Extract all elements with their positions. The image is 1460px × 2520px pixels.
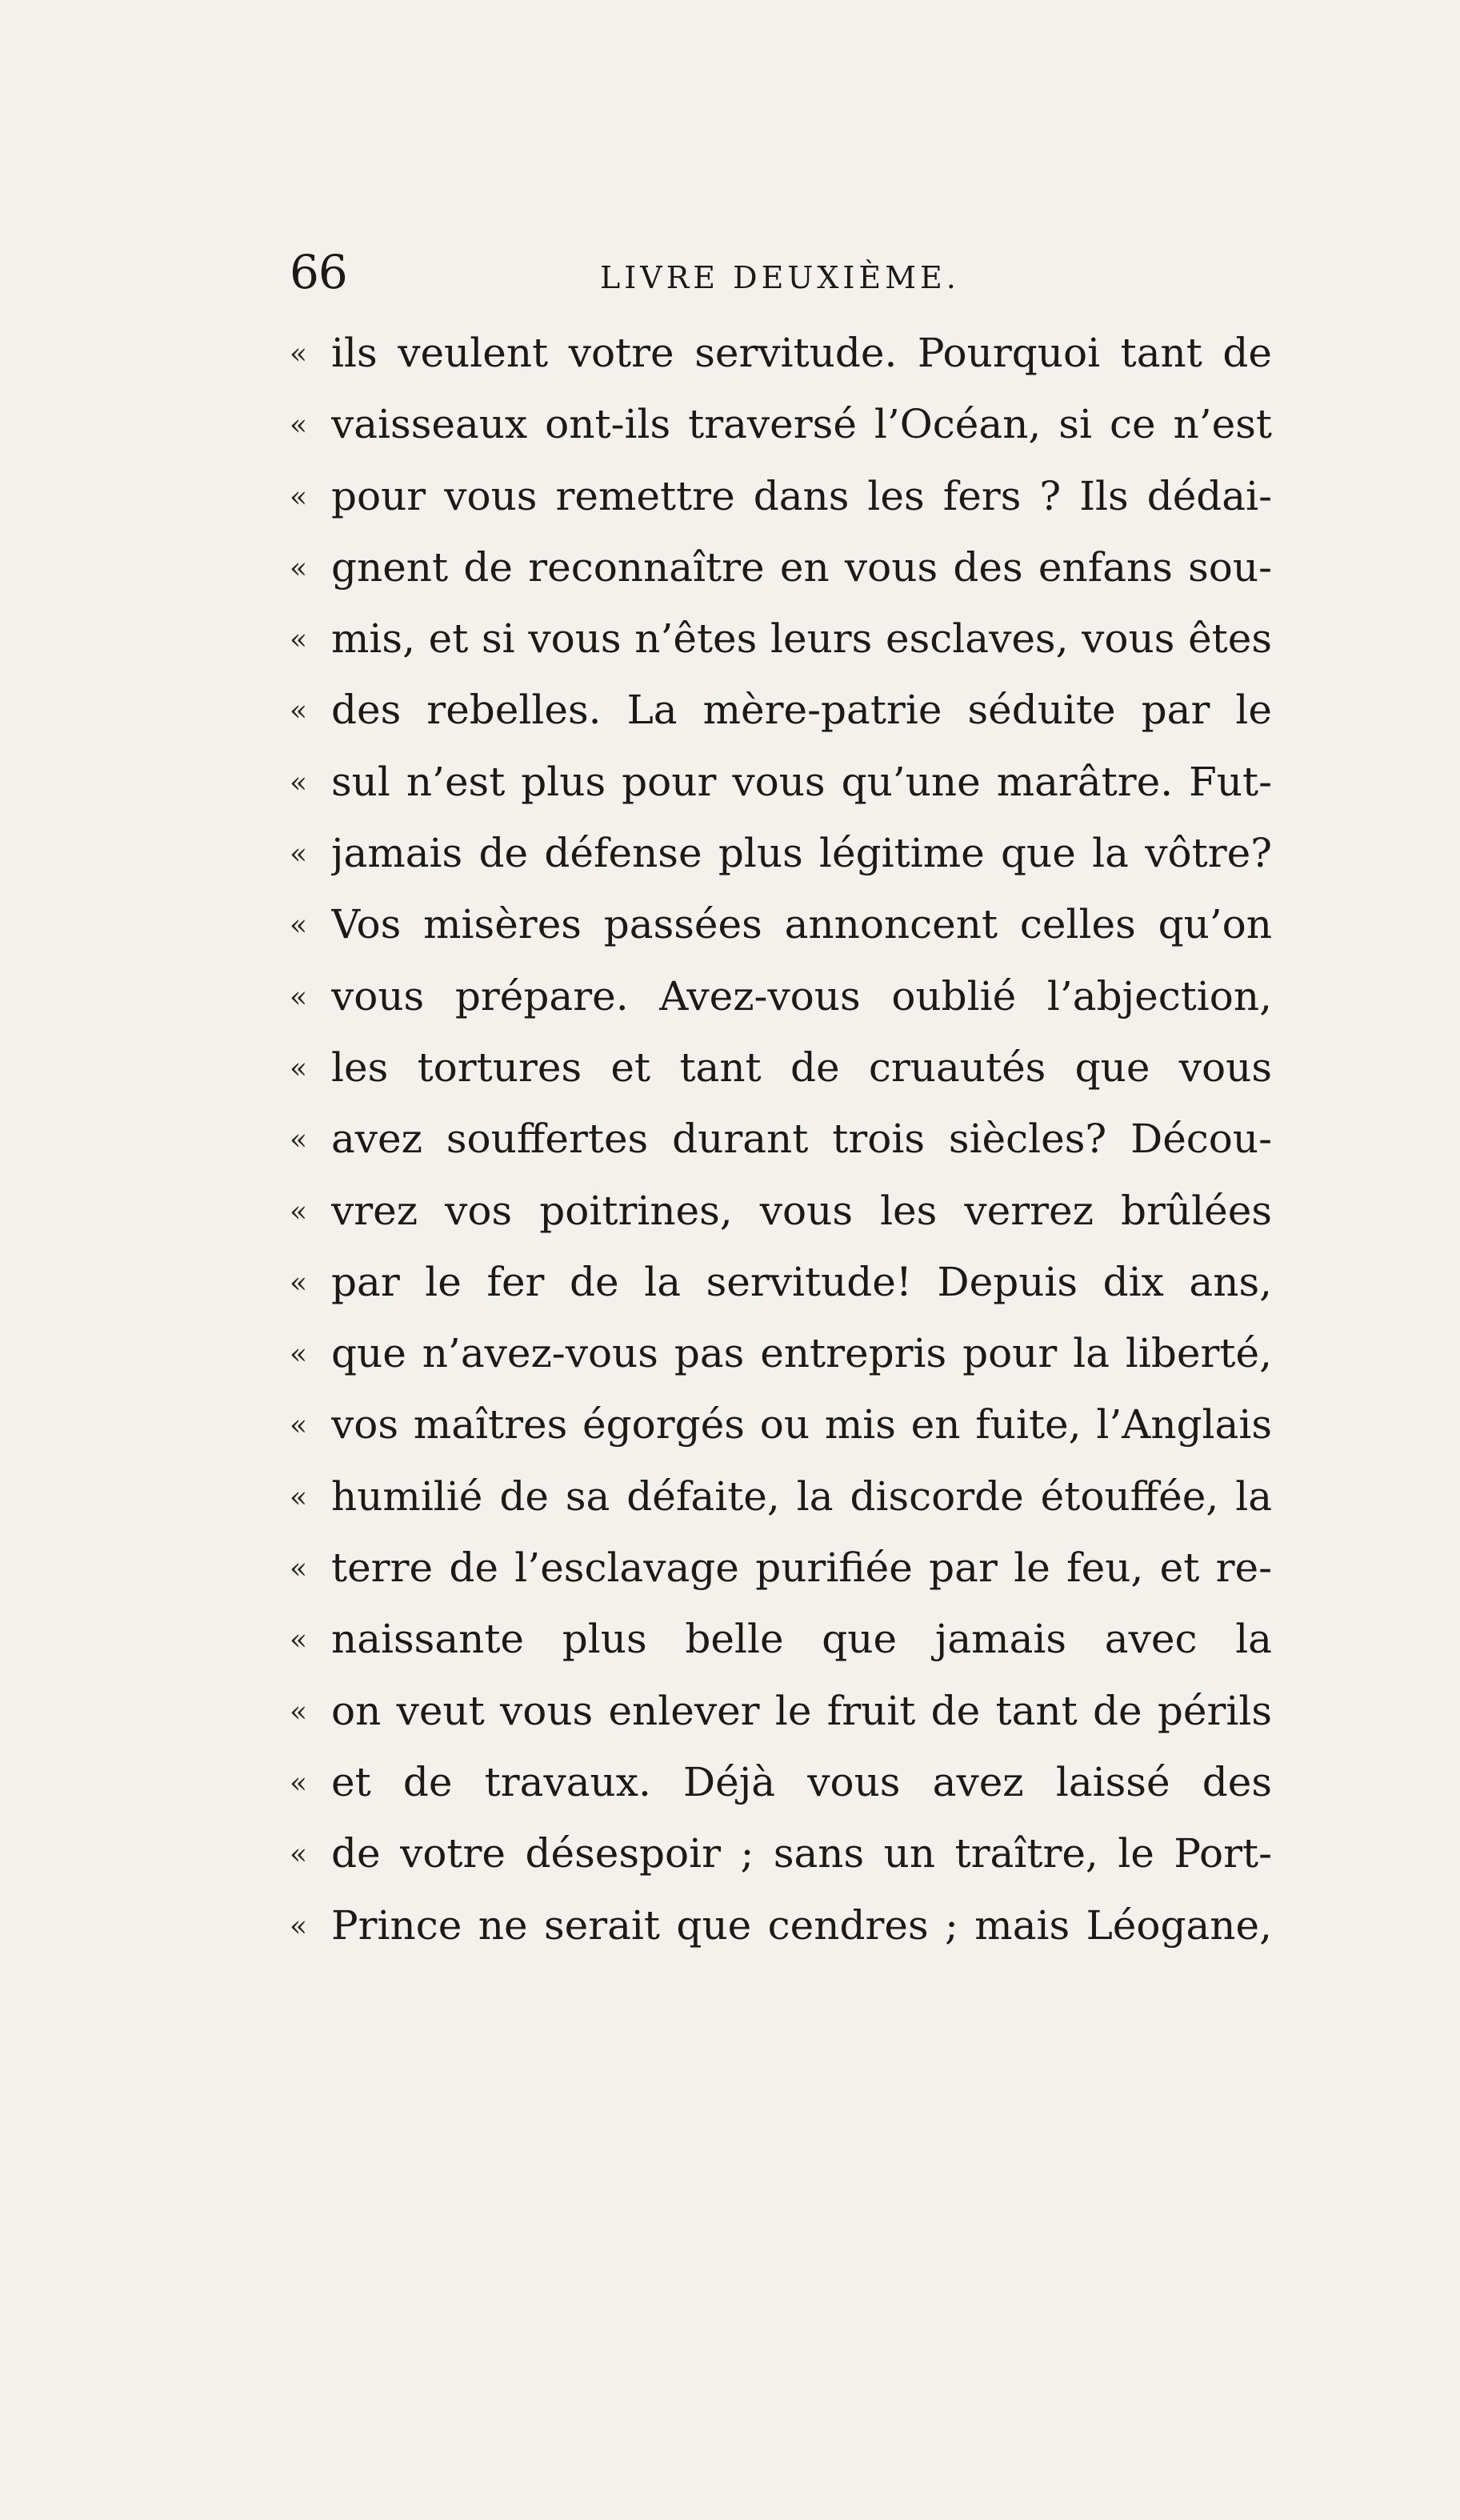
- line-text: vos maîtres égorgés ou mis en fuite, l’Anglais: [331, 1401, 1272, 1448]
- line-text: gnent de reconnaître en vous des enfans sou-: [331, 543, 1272, 591]
- line-text: naissante plus belle que jamais avec la: [331, 1616, 1272, 1663]
- text-line: [290, 1606, 1272, 1677]
- quote-mark: «: [290, 1838, 308, 1872]
- text-line: [290, 1249, 1272, 1320]
- quote-mark: «: [290, 551, 308, 585]
- text-line: [290, 964, 1272, 1035]
- line-text: et de travaux. Déjà vous avez laissé des: [331, 1758, 1272, 1805]
- quote-mark: «: [290, 338, 308, 371]
- quote-mark: «: [290, 766, 308, 799]
- chapter-title: LIVRE DEUXIÈME.: [600, 260, 960, 295]
- text-line: [290, 463, 1272, 535]
- text-line: [290, 1106, 1272, 1177]
- text-line: [290, 820, 1272, 891]
- line-text: que n’avez-vous pas entrepris pour la liberté,: [331, 1330, 1272, 1377]
- text-line: [290, 320, 1272, 391]
- quote-mark: «: [290, 1052, 308, 1085]
- text-line: [290, 606, 1272, 677]
- quote-mark: «: [290, 1409, 308, 1443]
- text-line: [290, 1320, 1272, 1392]
- text-line: [290, 1821, 1272, 1892]
- line-text: de votre désespoir ; sans un traître, le Port-: [331, 1830, 1272, 1877]
- text-line: [290, 1464, 1272, 1535]
- line-text: vaisseaux ont-ils traversé l’Océan, si ce n’est: [331, 401, 1272, 448]
- text-line: [290, 891, 1272, 963]
- quote-mark: «: [290, 1909, 308, 1943]
- quote-mark: «: [290, 1480, 308, 1514]
- text-line: [290, 1535, 1272, 1606]
- body-text: [290, 320, 1272, 1964]
- line-text: on veut vous enlever le fruit de tant de périls: [331, 1687, 1272, 1734]
- quote-mark: «: [290, 409, 308, 443]
- line-text: Prince ne serait que cendres ; mais Léogane,: [331, 1901, 1272, 1949]
- quote-mark: «: [290, 480, 308, 514]
- line-text: sul n’est plus pour vous qu’une marâtre. Fut-: [331, 758, 1272, 805]
- text-line: [290, 1749, 1272, 1821]
- text-line: [290, 391, 1272, 463]
- line-text: jamais de défense plus légitime que la vôtre?: [331, 830, 1272, 877]
- quote-mark: «: [290, 838, 308, 871]
- line-text: les tortures et tant de cruautés que vous: [331, 1044, 1272, 1091]
- text-line: [290, 1392, 1272, 1463]
- quote-mark: «: [290, 1266, 308, 1300]
- quote-mark: «: [290, 909, 308, 943]
- line-text: par le fer de la servitude! Depuis dix ans,: [331, 1258, 1272, 1305]
- quote-mark: «: [290, 1124, 308, 1157]
- line-text: vous prépare. Avez-vous oublié l’abjection,: [331, 972, 1272, 1020]
- text-line: [290, 749, 1272, 820]
- quote-mark: «: [290, 1695, 308, 1729]
- text-line: [290, 677, 1272, 748]
- line-text: ils veulent votre servitude. Pourquoi tant de: [331, 330, 1272, 376]
- text-line: [290, 535, 1272, 606]
- quote-mark: «: [290, 1195, 308, 1228]
- text-line: [290, 1678, 1272, 1749]
- quote-mark: «: [290, 623, 308, 657]
- text-line: [290, 1035, 1272, 1106]
- line-text: humilié de sa défaite, la discorde étouffée, la: [331, 1472, 1272, 1520]
- quote-mark: «: [290, 695, 308, 728]
- quote-mark: «: [290, 1338, 308, 1372]
- line-text: vrez vos poitrines, vous les verrez brûlées: [331, 1187, 1272, 1234]
- quote-mark: «: [290, 1624, 308, 1657]
- text-line: [290, 1893, 1272, 1964]
- running-head: [290, 244, 1272, 300]
- quote-mark: «: [290, 1552, 308, 1586]
- quote-mark: «: [290, 980, 308, 1014]
- line-text: pour vous remettre dans les fers ? Ils dédai-: [331, 472, 1272, 519]
- page-number: 66: [290, 245, 347, 299]
- line-text: terre de l’esclavage purifiée par le feu, et re-: [331, 1544, 1272, 1592]
- line-text: mis, et si vous n’êtes leurs esclaves, vous êtes: [331, 615, 1272, 663]
- quote-mark: «: [290, 1766, 308, 1800]
- line-text: Vos misères passées annoncent celles qu’on: [331, 901, 1272, 948]
- line-text: des rebelles. La mère-patrie séduite par le: [331, 687, 1272, 734]
- line-text: avez souffertes durant trois siècles? Décou-: [331, 1116, 1272, 1163]
- text-line: [290, 1178, 1272, 1249]
